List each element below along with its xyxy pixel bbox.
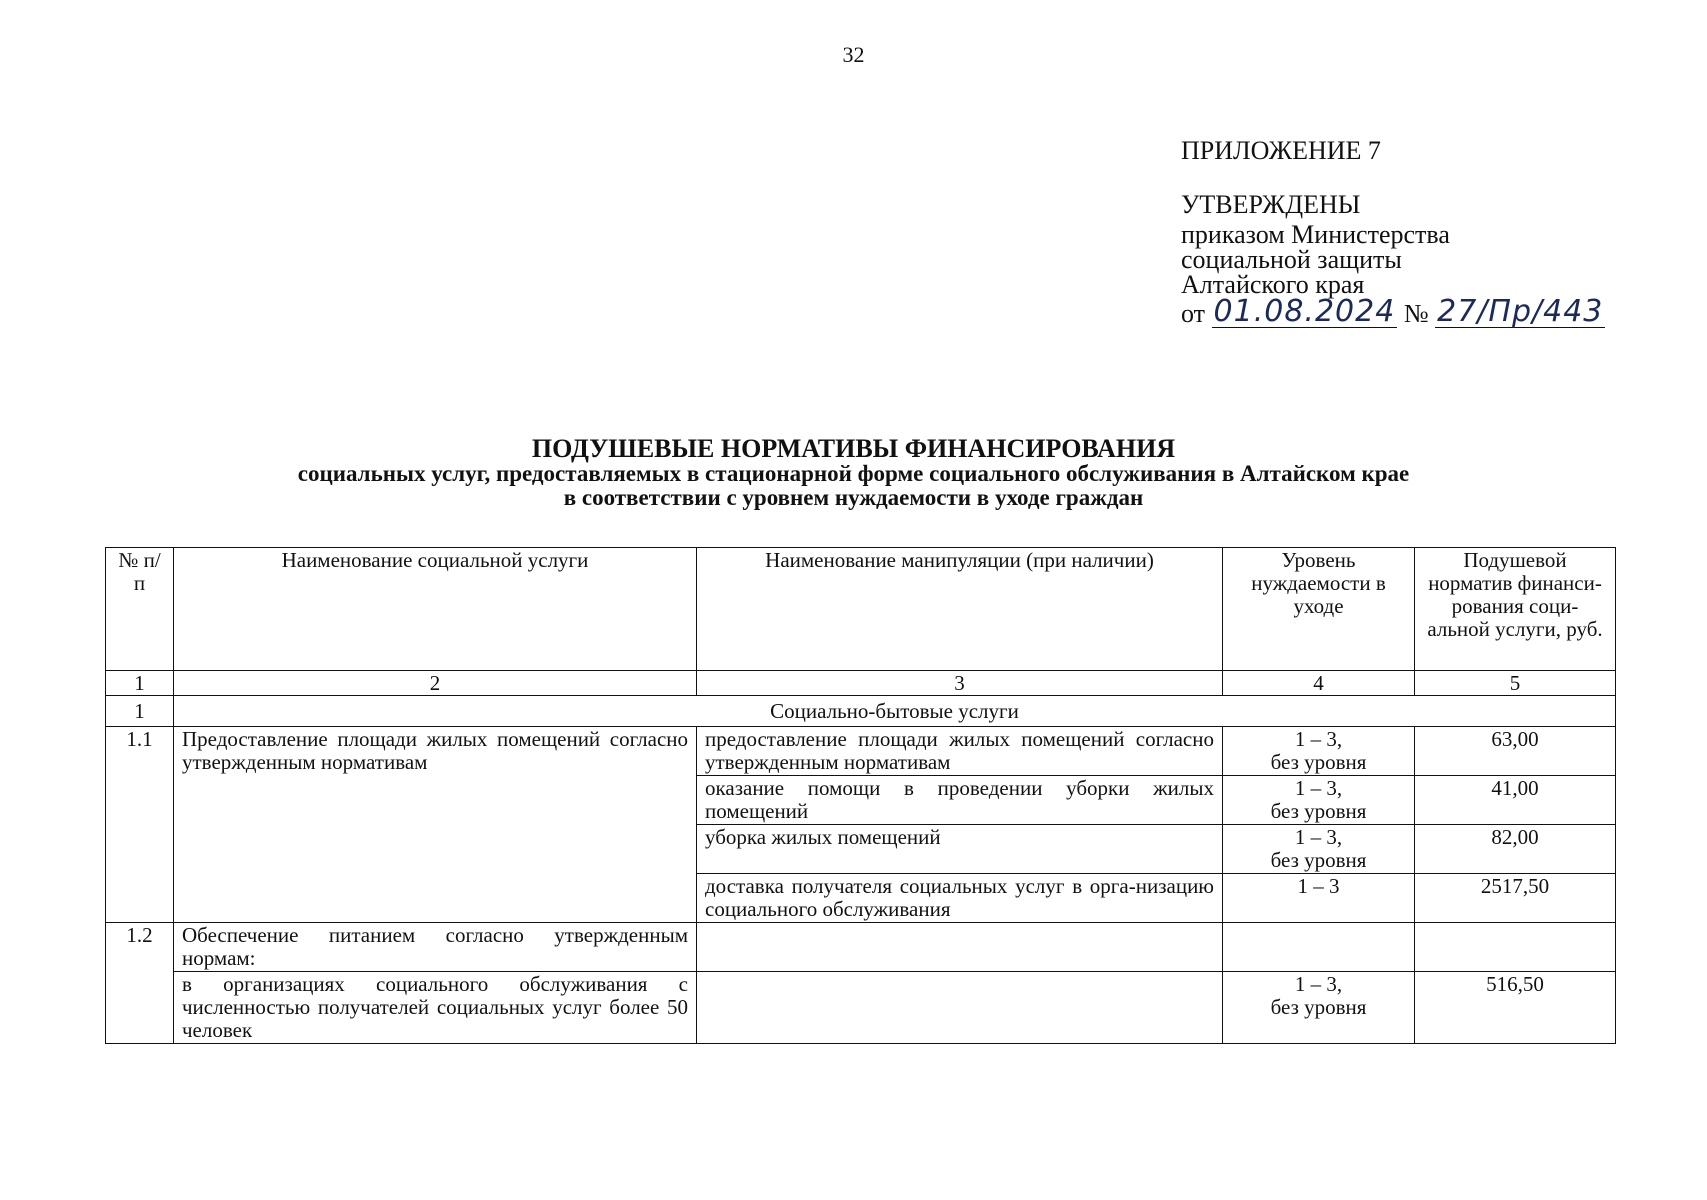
item-number: 1.1 — [106, 727, 174, 923]
page-number: 32 — [842, 42, 865, 67]
header-row — [106, 548, 1616, 671]
manipulation-name: оказание помощи в проведении уборки жилых помещений — [697, 776, 1223, 825]
header-service: Наименование социальной услуги — [174, 548, 697, 671]
approved-label: УТВЕРЖДЕНЫ — [1181, 190, 1361, 219]
title-line-3: в соответствии с уровнем нуждаемости в уходе граждан — [563, 485, 1144, 510]
approval-line-1: приказом Министерства — [1181, 220, 1450, 249]
column-number: 2 — [174, 671, 697, 696]
care-level-range: 1 – 3, — [1294, 727, 1343, 751]
norm-value: 2517,50 — [1415, 874, 1616, 923]
document-title — [0, 436, 1707, 510]
table-row — [106, 727, 1616, 776]
norm-value: 82,00 — [1415, 825, 1616, 874]
order-date: 01.08.2024 — [1213, 294, 1396, 329]
care-level — [1223, 825, 1415, 874]
section-title: Социально-бытовые услуги — [174, 696, 1616, 727]
empty-cell — [1223, 923, 1415, 972]
approval-line-2: социальной защиты — [1181, 245, 1402, 274]
approval-line-3: Алтайского края — [1181, 270, 1365, 299]
empty-cell — [697, 972, 1223, 1044]
header-manipulation: Наименование манипуляции (при наличии) — [697, 548, 1223, 671]
care-level — [1223, 972, 1415, 1044]
service-name: Обеспечение питанием согласно утвержденным нормам: — [174, 923, 697, 972]
manipulation-name: доставка получателя социальных услуг в орга-низацию социального обслуживания — [697, 874, 1223, 923]
header-number: № п/п — [106, 548, 174, 671]
care-level-none: без уровня — [1270, 995, 1367, 1019]
manipulation-name: предоставление площади жилых помещений согласно утвержденным нормативам — [697, 727, 1223, 776]
norm-value: 516,50 — [1415, 972, 1616, 1044]
section-row — [106, 696, 1616, 727]
header-norm: Подушевой норматив финанси-рования соци-альной услуги, руб. — [1415, 548, 1616, 671]
column-number: 3 — [697, 671, 1223, 696]
title-line-2: социальных услуг, предоставляемых в стационарной форме социального обслуживания в Алтайском крае — [297, 461, 1410, 486]
item-number: 1.2 — [106, 923, 174, 1044]
care-level-none: без уровня — [1270, 848, 1367, 872]
table-row — [106, 923, 1616, 972]
table-row — [106, 972, 1616, 1044]
care-level — [1223, 727, 1415, 776]
norms-table — [105, 547, 1616, 1044]
empty-cell — [1415, 923, 1616, 972]
manipulation-name: уборка жилых помещений — [697, 825, 1223, 874]
care-level-range: 1 – 3, — [1294, 972, 1343, 996]
column-numbers-row — [106, 671, 1616, 696]
norm-value: 63,00 — [1415, 727, 1616, 776]
care-level-range: 1 – 3, — [1294, 825, 1343, 849]
number-prefix: № — [1403, 299, 1429, 328]
service-name: в организациях социального обслуживания с численностью получателей социальных услуг более 50 человек — [174, 972, 697, 1044]
date-prefix: от — [1181, 299, 1206, 328]
norm-value: 41,00 — [1415, 776, 1616, 825]
empty-cell — [697, 923, 1223, 972]
approval-block — [1181, 136, 1605, 328]
column-number: 4 — [1223, 671, 1415, 696]
care-level-range: 1 – 3, — [1294, 776, 1343, 800]
care-level-none: без уровня — [1270, 750, 1367, 774]
column-number: 1 — [106, 671, 174, 696]
order-date-number — [1181, 294, 1605, 329]
appendix-label: ПРИЛОЖЕНИЕ 7 — [1181, 136, 1381, 165]
care-level-none: без уровня — [1270, 799, 1367, 823]
care-level — [1223, 776, 1415, 825]
service-name: Предоставление площади жилых помещений согласно утвержденным нормативам — [174, 727, 697, 923]
section-number: 1 — [106, 696, 174, 727]
title-line-1: ПОДУШЕВЫЕ НОРМАТИВЫ ФИНАНСИРОВАНИЯ — [531, 434, 1176, 463]
column-number: 5 — [1415, 671, 1616, 696]
order-number: 27/Пр/443 — [1437, 294, 1604, 329]
header-care-level: Уровень нуждаемости в уходе — [1223, 548, 1415, 671]
care-level: 1 – 3 — [1223, 874, 1415, 923]
